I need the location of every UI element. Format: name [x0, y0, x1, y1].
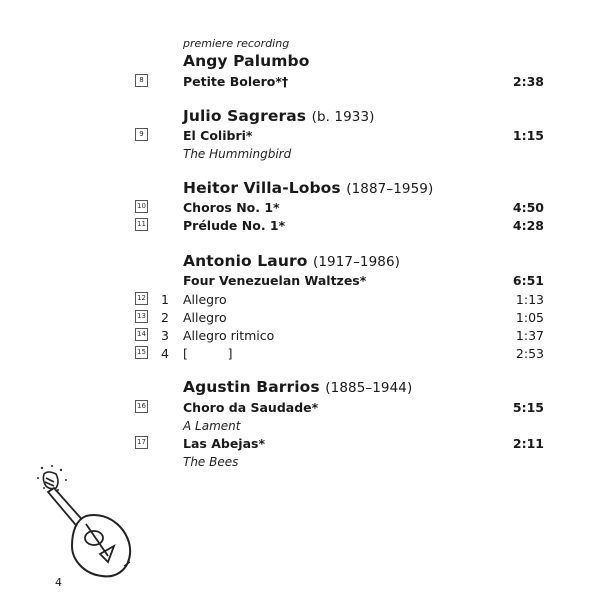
movement-duration: 1:05	[515, 310, 544, 325]
movement-number: 2	[161, 310, 169, 325]
track-duration: 1:15	[512, 128, 544, 143]
work-title: Four Venezuelan Waltzes*	[183, 273, 367, 288]
composer-heading	[183, 52, 309, 70]
track-number-box: 11	[135, 218, 148, 231]
composer-heading	[183, 378, 412, 396]
track-title: Las Abejas*	[183, 436, 265, 451]
track-duration: 2:11	[512, 436, 544, 451]
movement-duration: 1:13	[515, 292, 544, 307]
track-title: Choros No. 1*	[183, 200, 280, 215]
track-duration: 4:28	[512, 218, 544, 233]
composer-dates: (1917–1986)	[312, 254, 401, 270]
track-title: Choro da Saudade*	[183, 400, 319, 415]
composer-dates: (1887–1959)	[346, 181, 434, 197]
track-translation: The Hummingbird	[183, 147, 292, 161]
mandolin-headstock	[43, 472, 58, 489]
track-title: Prélude No. 1*	[183, 218, 286, 233]
movement-duration: 2:53	[515, 346, 544, 361]
composer-name: Agustin Barrios	[183, 378, 320, 396]
movement-title: Allegro	[183, 310, 227, 325]
page-number: 4	[55, 576, 62, 589]
track-number-box: 12	[135, 292, 148, 305]
movement-title: Allegro	[183, 292, 227, 307]
work-duration: 6:51	[512, 273, 544, 288]
track-number-box: 10	[135, 200, 148, 213]
movement-title: [ ]	[183, 346, 233, 361]
track-number-box: 9	[135, 128, 148, 141]
composer-heading	[183, 179, 433, 197]
track-number-box: 17	[135, 436, 148, 449]
track-number-box: 13	[135, 310, 148, 323]
movement-title: Allegro ritmico	[183, 328, 275, 343]
composer-name: Julio Sagreras	[183, 107, 307, 125]
track-number-box: 8	[135, 74, 148, 87]
track-number-box: 14	[135, 328, 148, 341]
composer-name: Antonio Lauro	[183, 252, 308, 270]
premiere-label: premiere recording	[183, 37, 290, 50]
movement-duration: 1:37	[515, 328, 544, 343]
mandolin-illustration	[28, 462, 140, 580]
track-number-box: 16	[135, 400, 148, 413]
track-duration: 2:38	[512, 74, 544, 89]
track-title: Petite Bolero*†	[183, 74, 289, 89]
track-duration: 4:50	[512, 200, 544, 215]
composer-dates: (b. 1933)	[311, 109, 375, 125]
composer-name: Angy Palumbo	[183, 52, 310, 70]
track-number-box: 15	[135, 346, 148, 359]
composer-heading	[183, 107, 375, 125]
track-translation: A Lament	[183, 419, 241, 433]
track-title: El Colibri*	[183, 128, 253, 143]
track-translation: The Bees	[183, 455, 239, 469]
composer-dates: (1885–1944)	[325, 380, 413, 396]
movement-number: 3	[161, 328, 169, 343]
composer-heading	[183, 252, 400, 270]
composer-name: Heitor Villa-Lobos	[183, 179, 341, 197]
track-duration: 5:15	[512, 400, 544, 415]
movement-number: 4	[161, 346, 169, 361]
movement-number: 1	[161, 292, 169, 307]
